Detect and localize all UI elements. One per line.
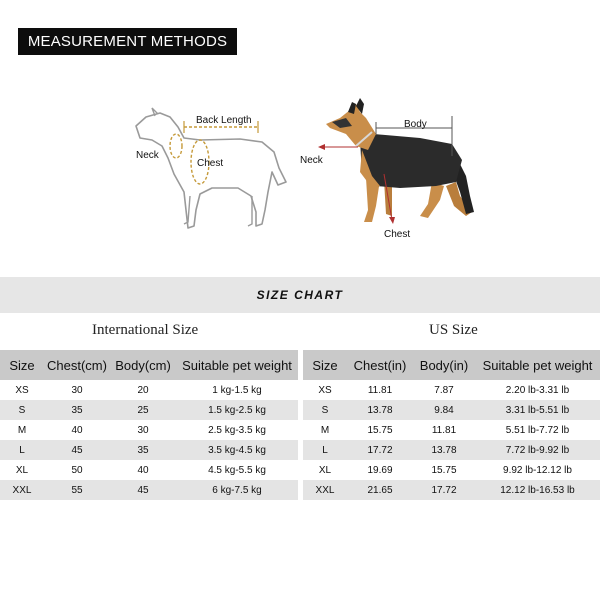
column-header: Body(cm)	[110, 350, 176, 380]
size-chart-title: SIZE CHART	[256, 288, 344, 302]
weight-cell: 6 kg-7.5 kg	[176, 480, 298, 500]
chest-cell: 15.75	[347, 420, 413, 440]
table-row	[303, 420, 600, 440]
weight-cell: 9.92 lb-12.12 lb	[475, 460, 600, 480]
table-row	[303, 400, 600, 420]
us-size-table	[303, 350, 600, 500]
body-cell: 20	[110, 380, 176, 400]
table-row	[0, 480, 298, 500]
chest-cell: 40	[44, 420, 110, 440]
weight-cell: 2.20 lb-3.31 lb	[475, 380, 600, 400]
column-header: Chest(in)	[347, 350, 413, 380]
chest-cell: 45	[44, 440, 110, 460]
weight-cell: 2.5 kg-3.5 kg	[176, 420, 298, 440]
size-cell: XL	[0, 460, 44, 480]
weight-cell: 1.5 kg-2.5 kg	[176, 400, 298, 420]
size-cell: XS	[0, 380, 44, 400]
weight-cell: 5.51 lb-7.72 lb	[475, 420, 600, 440]
column-header: Suitable pet weight	[475, 350, 600, 380]
table-row	[303, 380, 600, 400]
chest-cell: 55	[44, 480, 110, 500]
chest-cell: 35	[44, 400, 110, 420]
chest-label-right: Chest	[384, 229, 411, 240]
table-row	[0, 380, 298, 400]
body-cell: 25	[110, 400, 176, 420]
size-cell: M	[303, 420, 347, 440]
international-size-title: International Size	[92, 322, 199, 338]
table-row	[0, 440, 298, 460]
table-row	[0, 400, 298, 420]
column-header: Size	[303, 350, 347, 380]
neck-label: Neck	[136, 150, 159, 161]
body-cell: 35	[110, 440, 176, 460]
chest-cell: 11.81	[347, 380, 413, 400]
measurement-diagram	[0, 0, 600, 270]
table-row	[303, 440, 600, 460]
size-cell: S	[0, 400, 44, 420]
table-row	[303, 460, 600, 480]
size-cell: L	[0, 440, 44, 460]
neck-measure-ring	[170, 134, 182, 158]
table-row	[0, 460, 298, 480]
table-header-row	[0, 350, 298, 380]
weight-cell: 3.31 lb-5.51 lb	[475, 400, 600, 420]
body-label: Body	[404, 119, 427, 130]
body-cell: 9.84	[413, 400, 475, 420]
neck-label-right: Neck	[300, 155, 323, 166]
size-cell: L	[303, 440, 347, 460]
column-header: Suitable pet weight	[176, 350, 298, 380]
chest-cell: 19.69	[347, 460, 413, 480]
chest-cell: 50	[44, 460, 110, 480]
size-cell: XXL	[303, 480, 347, 500]
weight-cell: 4.5 kg-5.5 kg	[176, 460, 298, 480]
body-cell: 11.81	[413, 420, 475, 440]
body-cell: 7.87	[413, 380, 475, 400]
body-cell: 30	[110, 420, 176, 440]
back-length-label: Back Length	[196, 115, 252, 126]
column-header: Body(in)	[413, 350, 475, 380]
size-cell: M	[0, 420, 44, 440]
chest-cell: 21.65	[347, 480, 413, 500]
us-size-title: US Size	[429, 322, 478, 338]
size-cell: XXL	[0, 480, 44, 500]
weight-cell: 3.5 kg-4.5 kg	[176, 440, 298, 460]
body-cell: 13.78	[413, 440, 475, 460]
body-cell: 17.72	[413, 480, 475, 500]
body-cell: 15.75	[413, 460, 475, 480]
column-header: Size	[0, 350, 44, 380]
weight-cell: 1 kg-1.5 kg	[176, 380, 298, 400]
table-row	[0, 420, 298, 440]
chest-cell: 13.78	[347, 400, 413, 420]
body-cell: 40	[110, 460, 176, 480]
size-cell: XS	[303, 380, 347, 400]
table-row	[303, 480, 600, 500]
chest-label: Chest	[197, 158, 224, 169]
column-header: Chest(cm)	[44, 350, 110, 380]
chest-cell: 30	[44, 380, 110, 400]
chest-cell: 17.72	[347, 440, 413, 460]
size-cell: XL	[303, 460, 347, 480]
size-cell: S	[303, 400, 347, 420]
page-title: MEASUREMENT METHODS	[18, 28, 237, 55]
international-size-table	[0, 350, 298, 500]
body-cell: 45	[110, 480, 176, 500]
weight-cell: 7.72 lb-9.92 lb	[475, 440, 600, 460]
table-header-row	[303, 350, 600, 380]
weight-cell: 12.12 lb-16.53 lb	[475, 480, 600, 500]
